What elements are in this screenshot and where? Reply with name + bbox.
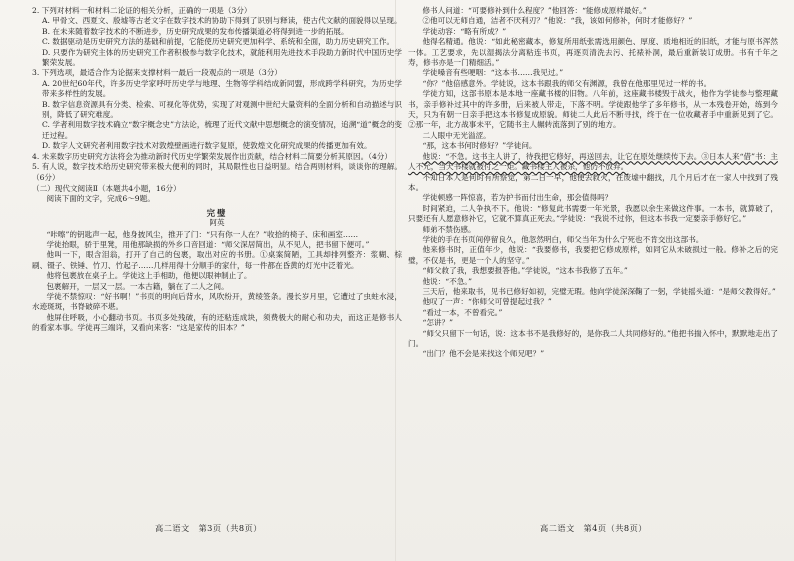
page-footer-3: 高二语文 第3页（共8页） (155, 523, 262, 533)
story-paragraph: “咔嚓”的钥匙声一起，他身披风尘，推开了门：“只有你一人在？”收拾的椅子、床和画室…… (46, 229, 359, 239)
section-header: （二）现代文阅读Ⅱ（本题共4小题，16分） (32, 183, 181, 193)
story-paragraph: 学徒嗓音有些哽咽：“这本书……我见过。” (422, 68, 564, 78)
option-a: A. 甲骨文、西夏文、殷墟等古老文字在数字技术的协助下得到了识别与释读，使古代文献的面貌得以呈现。 (42, 16, 402, 26)
story-paragraph: 他得名精通。他说：“如此秘密藏本，修复所用纸张需选用颜色、厚度、质地相近的旧纸，才能与原书浑然一体。工艺要求，先以湿揭法分离粘连书页，再逐页清洗去污、托裱补洞，最后重新装订成册。书有千年之寿，修书亦是一门精细活。” (408, 37, 778, 68)
option-d: D. 数字人文研究者利用数字技术对敦煌壁画进行数字复原，使敦煌文化研究成果的传播更加有效。 (42, 141, 372, 151)
story-author: 阿英 (209, 218, 225, 228)
story-paragraph: 二人眼中无光溢涩。 (422, 130, 491, 140)
story-paragraph: 他屏住呼吸，小心翻动书页。书页多处残破，有的还粘连成块，须费极大的耐心和功夫，而这正是修书人的看家本事。学徒再三端详，又看向来客：“这是家传的旧本？” (32, 312, 402, 333)
story-paragraph: ②他可以无师自通，洁者不厌利刃？”他说：“我，该如何修补，何时才能修好？” (422, 16, 693, 26)
story-paragraph: 学徒方知，这部书原本是本地一座藏书楼的旧物。八年前，这座藏书楼毁于战火，他作为学徒参与整理藏书，亲手修补过其中的许多册，后来被人带走，下落不明。学徒跟他学了多年修书，从一本残卷开始，练到今天，只为有朝一日亲手把这本书修复成原貌。师徒二人此后不断寻找，终于在一位收藏者手中重新见到了它。②那一年，北方战事未平，它随书主人辗转流落到了别的地方。 (408, 89, 778, 130)
story-paragraph: 学徒抬眼，骄于里凳，用他那缺损的外乡口音回道：“师父深居简出，从不见人，把书留下便可。” (46, 239, 370, 249)
story-paragraph: 学徒顿感一阵惊喜，若为护书而付出生命，那会值得吗？ (422, 193, 613, 203)
story-paragraph: 时间紧迫，二人争执不下。他说：“修复此书需要一年光景，我愿以余生来做这件事。一本书，就算破了，只要还有人愿意修补它，它就不算真正死去。”学徒说：“我说不过你，但这本书我一定要亲手修好它。” (408, 203, 778, 224)
question-stem: 2. 下列对材料一和材料二论证的相关分析，正确的一项是（3分） (32, 6, 252, 15)
option-c: C. 数据驱动是历史研究方法的基础和前提，它能使历史研究更加科学、系统和全面，助力历史研究工作。 (42, 37, 395, 47)
story-paragraph: “怎讲？” (422, 318, 453, 328)
story-paragraph: 他来修书时，正值年少，他说：“我要修书，我要把它修成原样，如同它从未破损过一般。修补之后的完璧，不仅是书，更是一个人的坚守。” (408, 245, 778, 265)
story-paragraph: “看过一本，不曾看完。” (422, 307, 503, 317)
question-4: 4. 未来数字历史研究方法将会为推动新时代历史学繁荣发展作出贡献，结合材料二简要分析其原因。（4分） (32, 151, 392, 161)
question-5: 5. 有人说，数字技术给历史研究带来极大便利的同时，其局限性也日益明显。结合两则材料，谈谈你的理解。（6分） (32, 162, 402, 182)
option-b: B. 数字信息资源具有分类、检索、可视化等优势，实现了对观测中世纪大量资料的全面分析和自动描述与识别，降低了研究难度。 (42, 99, 402, 120)
story-paragraph: “出门？他不会是来找这个师兄吧？” (422, 349, 545, 359)
question-3 (32, 68, 402, 151)
story-paragraph: 三天后，他来取书，见书已修好如初，完璧无瑕。他向学徒深深鞠了一躬，学徒摇头道：“是师父教得好。” (422, 286, 776, 296)
story-paragraph: 学徒不禁惊叹：“好书啊！”书页的明向后背水，风吹纷开，黄绫签条。漫长岁月里，它遭过了虫蛀水浸，水迹斑斑，书脊破碎不堪。 (32, 291, 402, 312)
story-paragraph: 不知日本人是何时有所察觉，第二日一早，他便去救火，在废墟中翻找，几个月后才在一家人中找到了残本。 (408, 172, 778, 192)
story-paragraph: 学徒的手在书页间停留良久，他忽然明白，师父当年为什么宁死也不肯交出这部书。 (422, 234, 704, 244)
story-title: 完璧 (206, 207, 228, 218)
story-paragraph: 他将包裹放在桌子上。学徒这上手相助，他便以眼神制止了。 (46, 271, 252, 281)
question-2 (32, 6, 402, 68)
story-paragraph: 修书人问道：“可要修补到什么程度？”他回答：“能修成原样最好。” (422, 6, 647, 15)
story-paragraph: 他说：“不急。” (422, 276, 472, 286)
story-paragraph: “你？”他倍感意外。学徒说，这本书跟我的师父有渊源，我曾在他那里见过一样的书。 (422, 78, 712, 88)
story-paragraph: 学徒动容：“略有所成？” (422, 26, 507, 36)
story-paragraph: “师父只留下一句话，说：这本书不是我修好的，是你我二人共同修好的。”他把书揣入怀中，默默地走出了门。 (408, 328, 778, 348)
story-paragraph-underlined: 他说：“不急。这书主人讲了，待我把它修好，再送回去，让它在原处继续传下去。③日本人来“借”书：主人不允，当天书楼就被付之一炬。藏书楼主人被杀，他仍不放弃。 (408, 151, 778, 172)
question-stem: 3. 下列选项，最适合作为论据来支撑材料一最后一段观点的一项是（3分） (32, 68, 282, 78)
left-page (32, 6, 402, 536)
page-footer-4: 高二语文 第4页（共8页） (540, 523, 647, 533)
reading-instruction: 阅读下面的文字，完成6～9题。 (46, 194, 155, 204)
story-paragraph: “那，这本书何时修好？”学徒问。 (422, 141, 537, 151)
option-d: D. 只要作为研究主体的历史研究工作者积极参与数字化技术，就能利用先进技术手段助力新时代中国历史学繁荣发展。 (42, 47, 402, 68)
story-paragraph: 他叫一下，眼含泪翁，打开了自己的包裹，取出对应的书册。①桌案简陋，工具却排列整齐：浆糊、棕刷、镊子、铁锤、竹刀、竹起子……几样用得十分顺手的家什，每一件都在昏黄的灯光中泛着光。 (32, 250, 402, 270)
story-paragraph: 师弟不禁伤感。 (422, 224, 476, 234)
story-paragraph: 他叹了一声：“你师父可曾提起过我？” (422, 297, 552, 307)
story-paragraph: “师父救了我，我想要报答他。”学徒说，“这本书我修了五年。” (422, 266, 628, 276)
right-page (408, 6, 778, 536)
option-b: B. 在未来随着数字技术的不断进步，历史研究成果的发布传播渠道必将得到进一步的拓展。 (42, 26, 349, 36)
story-paragraph: 包裹解开，一层又一层。一本古籍，躺在了二人之间。 (46, 281, 229, 291)
option-c: C. 学者利用数字技术确立“数字概念史”方法论，梳理了近代文献中思想概念的演变情况，追溯“道”概念的变迁过程。 (42, 120, 402, 140)
option-a: A. 20世纪60年代，许多历史学家呼吁历史学与地理、生物等学科结成新同盟，形成跨学科研究，为历史学带来多样性的发展。 (42, 78, 402, 99)
